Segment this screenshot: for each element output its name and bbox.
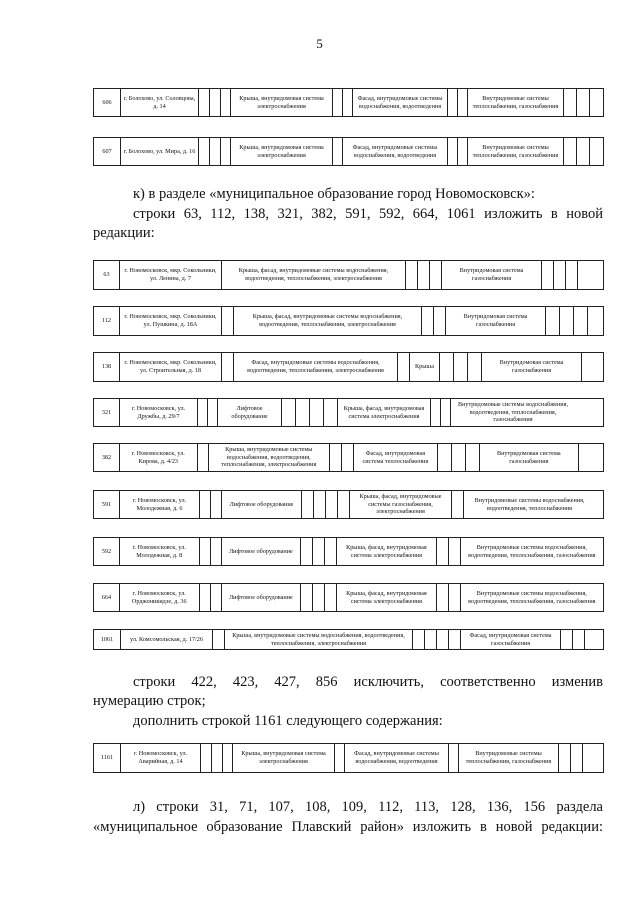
- table-cell-empty: [431, 399, 441, 426]
- table-cell-empty: [223, 744, 233, 772]
- table-cell-empty: [542, 261, 554, 289]
- table-cell: Внутридомовые системы водоснабжения, водоотведения, теплоснабжения, газоснабжения: [457, 400, 569, 424]
- table-cell: Фасад, внутридомовые системы водоснабжения, водоотведения: [343, 138, 448, 165]
- table-row: [93, 306, 604, 336]
- table-cell: Лифтовое оборудование: [218, 399, 282, 426]
- table-cell-empty: [578, 261, 590, 289]
- paragraph-exclude: строки 422, 423, 427, 856 исключить, соответственно изменив: [133, 674, 603, 690]
- table-cell-empty: [406, 261, 418, 289]
- table-cell-empty: [573, 630, 585, 649]
- table-cell-empty: [466, 444, 480, 471]
- table-cell-empty: [201, 744, 212, 772]
- table-row: [93, 629, 604, 650]
- table-cell-empty: [199, 138, 210, 165]
- table-cell: Крыша, фасад, внутридомовая система электроснабжения: [337, 584, 437, 611]
- table-cell-empty: [561, 630, 573, 649]
- table-cell: 664: [94, 584, 120, 611]
- table-cell: г. Новомосковск, ул. Дружбы, д. 29/7: [120, 399, 198, 426]
- page-number: 5: [316, 36, 323, 51]
- table-cell: Фасад, внутридомовые системы водоснабжения, водоотведения: [353, 89, 448, 116]
- table-cell-empty: [324, 399, 338, 426]
- table-cell: г. Болохово, ул. Соловцова, д. 14: [121, 89, 199, 116]
- table-cell-empty: [577, 138, 590, 165]
- table-cell: 382: [94, 444, 120, 471]
- table-cell: Внутридомовые системы теплоснабжения, газоснабжения: [459, 744, 559, 772]
- table-cell-empty: [313, 538, 325, 565]
- table-cell-empty: [559, 744, 571, 772]
- table-cell: Лифтовое оборудование: [222, 584, 302, 611]
- table-cell-empty: [440, 353, 454, 381]
- table-cell-empty: [571, 744, 583, 772]
- table-cell: г. Новомосковск, ул. Молодежная, д. 6: [120, 491, 200, 518]
- table-cell: г. Новомосковск, мкр. Сокольники, ул. Строительная, д. 18: [120, 353, 222, 381]
- table-cell: Внутридомовые системы теплоснабжения, газоснабжения: [468, 138, 564, 165]
- table-cell-empty: [413, 630, 425, 649]
- table-cell-empty: [566, 261, 578, 289]
- table-cell-empty: [449, 584, 461, 611]
- table-cell: Лифтовое оборудование: [222, 538, 302, 565]
- table-cell: Крыша, внутридомовые системы водоснабжения, водоотведения, теплоснабжения, электроснабжения: [225, 630, 413, 649]
- paragraph-l-cont: «муниципальное образование Плавский район» изложить в новой редакции:: [93, 819, 603, 835]
- table-cell-empty: [564, 138, 577, 165]
- table-cell-empty: [342, 444, 354, 471]
- table-cell: Внутридомовые системы водоснабжения, водоотведения, теплоснабжения, газоснабжения: [468, 589, 596, 605]
- table-cell: 607: [94, 138, 121, 165]
- table-cell: 1161: [94, 744, 121, 772]
- table-cell-empty: [200, 491, 211, 518]
- table-cell-empty: [449, 744, 459, 772]
- table-cell-empty: [564, 89, 577, 116]
- table-cell: 592: [94, 538, 120, 565]
- table-cell-empty: [452, 491, 464, 518]
- table-cell-empty: [418, 261, 430, 289]
- table-cell-empty: [554, 261, 566, 289]
- table-cell-empty: [468, 353, 482, 381]
- table-cell-empty: [302, 491, 314, 518]
- table-cell-empty: [560, 307, 574, 335]
- table-cell: Крыша, фасад, внутридомовая система электроснабжения: [337, 538, 437, 565]
- table-row: [93, 137, 604, 166]
- table-cell-empty: [448, 138, 458, 165]
- table-cell: 138: [94, 353, 120, 381]
- table-cell-empty: [458, 89, 468, 116]
- table-cell-empty: [222, 307, 234, 335]
- table-cell-empty: [212, 744, 223, 772]
- table-row: [93, 490, 604, 519]
- table-cell-empty: [590, 89, 603, 116]
- table-cell-empty: [210, 138, 221, 165]
- table-cell-empty: [438, 444, 452, 471]
- table-cell-empty: [449, 538, 461, 565]
- table-cell-empty: [448, 89, 458, 116]
- table-cell-empty: [398, 353, 410, 381]
- paragraph-k-rows: строки 63, 112, 138, 321, 382, 591, 592, 664, 1061 изложить в новой: [133, 206, 603, 222]
- table-cell-empty: [333, 138, 343, 165]
- table-cell: Внутридомовая система газоснабжения: [442, 261, 542, 289]
- table-cell-empty: [325, 538, 337, 565]
- table-cell-empty: [313, 584, 325, 611]
- table-cell-empty: [590, 138, 603, 165]
- table-cell-empty: [213, 630, 225, 649]
- table-row: [93, 398, 604, 427]
- table-row: [93, 537, 604, 566]
- table-cell: 63: [94, 261, 120, 289]
- table-cell: 591: [94, 491, 120, 518]
- table-cell-empty: [198, 399, 208, 426]
- table-cell-empty: [208, 399, 218, 426]
- table-cell-empty: [282, 399, 296, 426]
- table-cell: г. Новомосковск, ул. Кирова, д. 4/23: [120, 444, 198, 471]
- table-cell-empty: [210, 89, 221, 116]
- table-cell-empty: [325, 584, 337, 611]
- table-cell: г. Новомосковск, ул. Орджоникидзе, д. 36: [120, 584, 200, 611]
- table-cell: 606: [94, 89, 121, 116]
- table-cell: г. Новомосковск, ул. Молодежная, д. 8: [120, 538, 200, 565]
- table-cell-empty: [430, 261, 442, 289]
- table-row: [93, 583, 604, 612]
- table-cell-empty: [301, 538, 313, 565]
- table-cell: г. Болохово, ул. Мира, д. 16: [121, 138, 199, 165]
- table-cell-empty: [583, 744, 595, 772]
- table-cell-empty: [546, 307, 560, 335]
- table-cell-empty: [310, 399, 324, 426]
- table-cell: г. Новомосковск, мкр. Сокольники, ул. Пушкина, д. 18А: [120, 307, 222, 335]
- table-cell: Крыша, фасад, внутридомовая система электроснабжения: [338, 399, 431, 426]
- table-cell: Внутридомовая система газоснабжения: [482, 353, 582, 381]
- table-cell-empty: [437, 630, 449, 649]
- paragraph-k-rows-cont: редакции:: [93, 225, 155, 241]
- table-cell: Крыша: [410, 353, 440, 381]
- table-cell-empty: [574, 307, 588, 335]
- table-cell: Внутридомовые системы водоснабжения, водоотведения, теплоснабжения, газоснабжения: [468, 543, 596, 559]
- table-cell-empty: [314, 491, 326, 518]
- table-cell-empty: [326, 491, 338, 518]
- table-cell-empty: [301, 584, 313, 611]
- table-cell-empty: [452, 444, 466, 471]
- table-cell: Крыша, фасад, внутридомовые системы газоснабжения, электроснабжения: [350, 491, 452, 518]
- table-cell-empty: [437, 584, 449, 611]
- table-cell: Крыша, фасад, внутридомовые системы водоснабжения, водоотведения, теплоснабжения, электроснабжения: [222, 261, 406, 289]
- table-cell: г. Новомосковск, мкр. Сокольники, ул. Ленина, д. 7: [120, 261, 222, 289]
- table-cell-empty: [588, 307, 603, 335]
- table-row: [93, 260, 604, 290]
- table-cell-empty: [335, 744, 345, 772]
- table-cell: г. Новомосковск, ул. Аварийная, д. 14: [121, 744, 201, 772]
- table-row: [93, 443, 604, 472]
- paragraph-l: л) строки 31, 71, 107, 108, 109, 112, 113, 128, 136, 156 раздела: [133, 799, 603, 815]
- table-row: [93, 352, 604, 382]
- table-cell-empty: [422, 307, 434, 335]
- table-cell: Внутридомовая система газоснабжения: [480, 444, 580, 471]
- table-cell-empty: [211, 538, 222, 565]
- table-cell: Внутридомовая система газоснабжения: [446, 307, 546, 335]
- table-cell-empty: [211, 491, 222, 518]
- table-cell-empty: [330, 444, 342, 471]
- table-cell-empty: [449, 630, 461, 649]
- table-cell-empty: [425, 630, 437, 649]
- table-cell-empty: [333, 89, 343, 116]
- table-cell: Внутридомовые системы теплоснабжения, газоснабжения: [468, 89, 564, 116]
- table-cell: Фасад, внутридомовая система газоснабжения: [461, 630, 561, 649]
- table-cell: Крыша, внутридомовая система электроснабжения: [231, 138, 333, 165]
- table-cell-empty: [338, 491, 350, 518]
- table-cell: Крыша, фасад, внутридомовые системы водоснабжения, водоотведения, теплоснабжения, электроснабжения: [234, 307, 422, 335]
- table-cell: 112: [94, 307, 120, 335]
- table-cell-empty: [441, 399, 451, 426]
- table-cell-empty: [221, 138, 231, 165]
- table-cell-empty: [458, 138, 468, 165]
- table-cell-empty: [582, 353, 594, 381]
- table-cell-empty: [585, 630, 597, 649]
- paragraph-k-intro: к) в разделе «муниципальное образование город Новомосковск»:: [133, 186, 535, 202]
- table-cell: Фасад, внутридомовые системы водоснабжения, водоотведения, теплоснабжения, электроснабжения: [234, 353, 398, 381]
- table-cell: Фасад, внутридомовые системы водоснабжения, водоотведения: [345, 744, 449, 772]
- table-cell: Крыша, внутридомовые системы водоснабжения, водоотведения, теплоснабжения, электроснабжения: [209, 444, 331, 471]
- table-row: [93, 743, 604, 773]
- table-cell-empty: [221, 89, 231, 116]
- table-cell-empty: [437, 538, 449, 565]
- paragraph-exclude-cont: нумерацию строк;: [93, 693, 206, 709]
- table-cell-empty: [343, 89, 353, 116]
- table-cell-empty: [579, 444, 603, 471]
- table-cell-empty: [198, 444, 209, 471]
- table-row: [93, 88, 604, 117]
- table-cell-empty: [577, 89, 590, 116]
- table-cell-empty: [222, 353, 234, 381]
- table-cell-empty: [434, 307, 446, 335]
- paragraph-add-row: дополнить строкой 1161 следующего содержания:: [133, 713, 443, 729]
- table-cell-empty: [199, 89, 210, 116]
- table-cell-empty: [200, 584, 211, 611]
- table-cell: Внутридомовые системы водоснабжения, водоотведения, теплоснабжения: [474, 496, 585, 512]
- table-cell-empty: [211, 584, 222, 611]
- table-cell-empty: [200, 538, 211, 565]
- table-cell: Лифтовое оборудование: [222, 491, 302, 518]
- table-cell: 1061: [94, 630, 121, 649]
- table-cell-empty: [296, 399, 310, 426]
- table-cell: 321: [94, 399, 120, 426]
- table-cell: Крыша, внутридомовая система электроснабжения: [231, 89, 333, 116]
- table-cell-empty: [454, 353, 468, 381]
- table-cell: ул. Комсомольская, д. 17/26: [121, 630, 213, 649]
- table-cell: Крыша, внутридомовая система электроснабжения: [233, 744, 335, 772]
- table-cell: Фасад, внутридомовая система теплоснабжения: [354, 444, 438, 471]
